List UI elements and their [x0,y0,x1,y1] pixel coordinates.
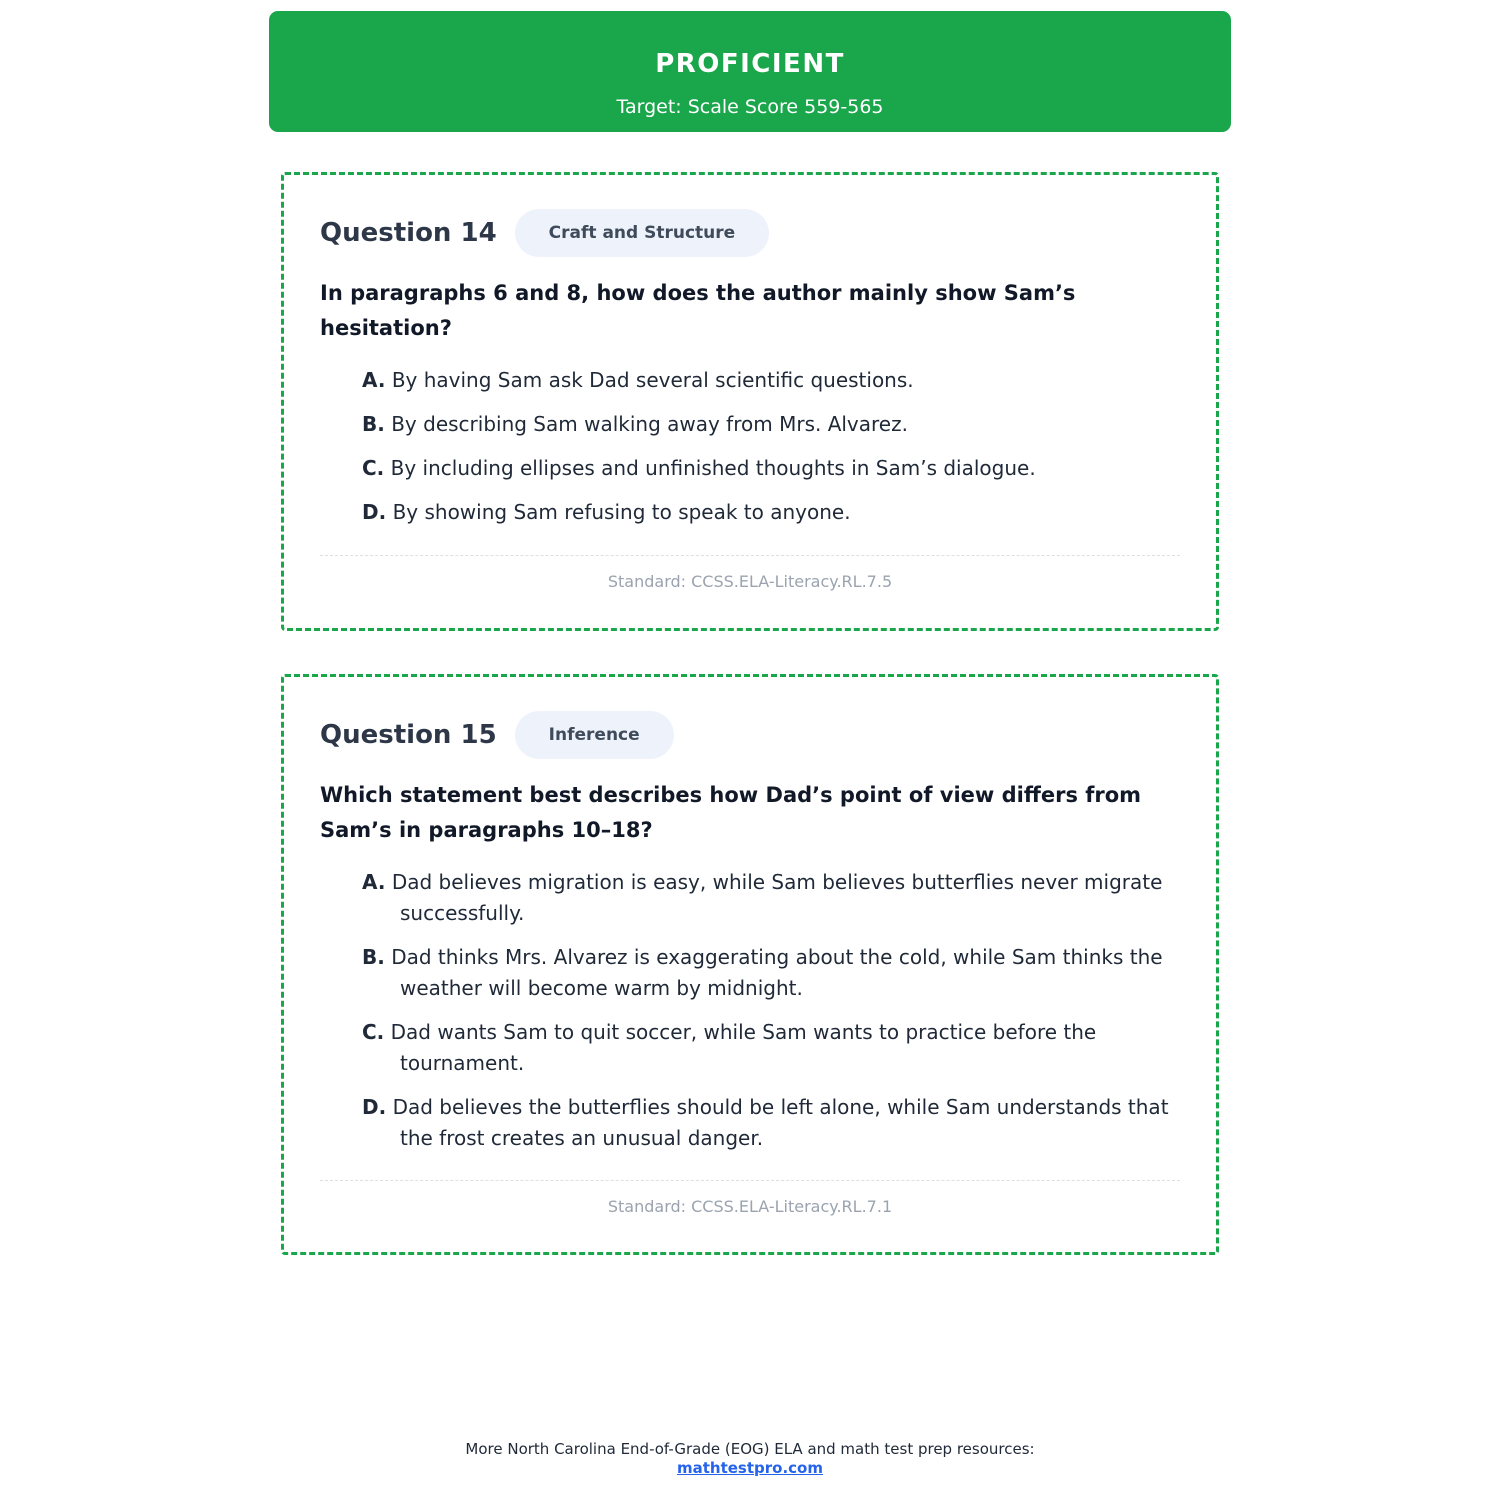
answer-options [362,867,1176,1167]
question-header [320,710,674,760]
option-text: By including ellipses and unfinished thoughts in Sam’s dialogue. [390,456,1036,480]
banner-subtitle: Target: Scale Score 559-565 [616,96,884,118]
option-letter: B. [362,412,385,436]
question-text: In paragraphs 6 and 8, how does the author mainly show Sam’s hesitation? [320,281,1076,340]
option-text: By having Sam ask Dad several scientific questions. [391,368,914,392]
question-card-14 [281,172,1219,631]
answer-option-b[interactable] [362,942,1176,1004]
option-letter: C. [362,1020,385,1044]
question-card-15 [281,674,1219,1255]
standard-label: Standard: CCSS.ELA-Literacy.RL.7.5 [607,572,893,591]
option-text: By showing Sam refusing to speak to anyone. [392,500,851,524]
option-text: By describing Sam walking away from Mrs. Alvarez. [391,412,908,436]
divider [320,1180,1180,1181]
footer-text: More North Carolina End-of-Grade (EOG) ELA and math test prep resources: [465,1440,1035,1458]
answer-option-c[interactable] [362,453,1176,484]
question-category-tag: Craft and Structure [515,209,770,257]
question-text: Which statement best describes how Dad’s point of view differs from Sam’s in paragraphs 10–18? [320,783,1142,842]
answer-option-d[interactable] [362,1092,1176,1154]
footer [0,1440,1500,1478]
question-category-tag: Inference [515,711,674,759]
standard-label: Standard: CCSS.ELA-Literacy.RL.7.1 [607,1197,893,1216]
option-letter: B. [362,945,385,969]
option-text: Dad believes the butterflies should be left alone, while Sam understands that the frost creates an unusual danger. [392,1095,1169,1150]
option-letter: A. [362,870,386,894]
answer-option-d[interactable] [362,497,1176,528]
proficiency-banner [269,11,1231,132]
answer-option-c[interactable] [362,1017,1176,1079]
question-header [320,208,769,258]
option-text: Dad thinks Mrs. Alvarez is exaggerating about the cold, while Sam thinks the weather will become warm by midnight. [391,945,1163,1000]
answer-option-b[interactable] [362,409,1176,440]
footer-link[interactable]: mathtestpro.com [676,1459,823,1477]
option-letter: A. [362,368,386,392]
divider [320,555,1180,556]
option-text: Dad believes migration is easy, while Sam believes butterflies never migrate successfully. [391,870,1163,925]
option-letter: D. [362,500,387,524]
answer-options [362,365,1176,541]
banner-title: PROFICIENT [655,49,845,79]
answer-option-a[interactable] [362,365,1176,396]
option-letter: C. [362,456,385,480]
question-title: Question 14 [320,218,497,248]
option-text: Dad wants Sam to quit soccer, while Sam wants to practice before the tournament. [390,1020,1097,1075]
answer-option-a[interactable] [362,867,1176,929]
option-letter: D. [362,1095,387,1119]
question-title: Question 15 [320,720,497,750]
